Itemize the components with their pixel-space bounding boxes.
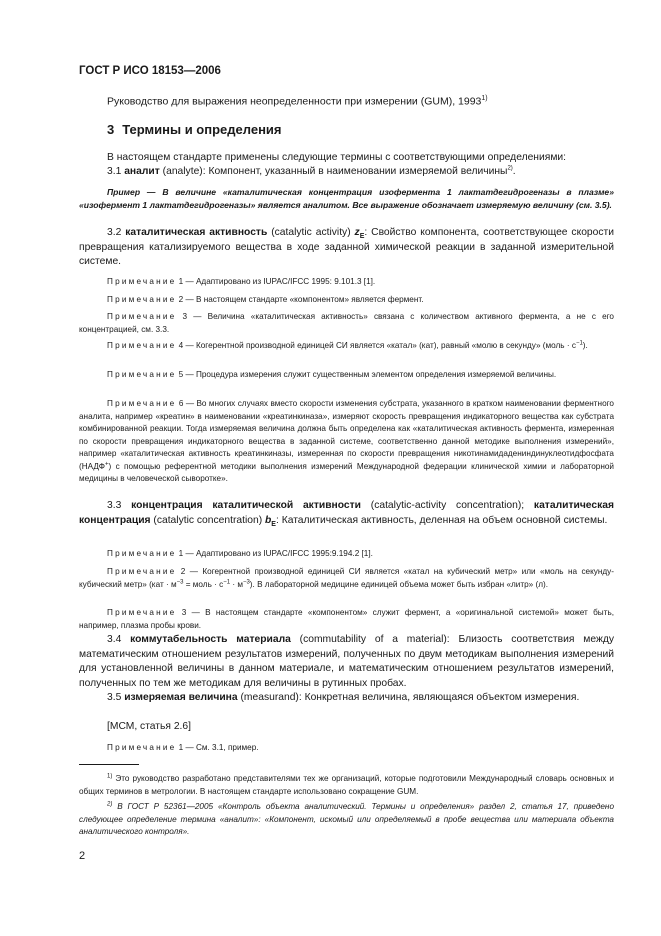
term-3-2: 3.2 каталитическая активность (catalytic activity) $z_E$: Свойство компонента, соответствующее скорости превращения катализируемого вещества в ходе заданной химической реакции в заданной измерительной системе.: [79, 227, 614, 267]
term-3-1: 3.1 аналит (analyte): Компонент, указанный в наименовании измеряемой величины$^{2)}$.: [107, 165, 516, 177]
footnote-2: $^{2)}$ В ГОСТ Р 52361—2005 «Контроль объекта аналитический. Термины и определения» раздел 2, статья 17, приведено следующее определение термина «аналит»: «Компонент, искомый или определяемый в пробе вещества или материала объекта аналитического контроля».: [79, 801, 614, 836]
note-3-2-1: Примечание 1 — Адаптировано из IUPAC/IFCC 1995: 9.101.3 [1].: [107, 277, 376, 286]
note-3-3-1: Примечание 1 — Адаптировано из IUPAC/IFCC 1995:9.194.2 [1].: [107, 549, 373, 558]
note-3-3-3: Примечание 3 — В настоящем стандарте «компонентом» служит фермент, а «оригинальной системой» может быть, например, плазма пробы крови.: [79, 608, 614, 630]
note-3-2-2: Примечание 2 — В настоящем стандарте «компонентом» является фермент.: [107, 295, 424, 304]
section-title: 3 Термины и определения: [107, 122, 282, 137]
example-3-1: Пример — В величине «каталитическая концентрация изофермента 1 лактатдегидрогеназы в плазме» «изофермент 1 лактатдегидрогеназы» является аналитом. Все выражение обозначает измеряемую величину (см. 3.5).: [79, 187, 614, 210]
note-3-5-1: Примечание 1 — См. 3.1, пример.: [107, 743, 259, 752]
note-3-2-5: Примечание 5 — Процедура измерения служит существенным элементом определения измеряемой величины.: [107, 370, 557, 379]
footnote-1: $^{1)}$ Это руководство разработано представителями тех же организаций, которые подготовили Международный словарь основных и общих терминов в метрологии. В настоящем стандарте использовано сокращение GUM.: [79, 773, 614, 796]
footnote-divider: [79, 764, 139, 765]
note-3-3-2: Примечание 2 — Когерентной производной единицей СИ является «катал на кубический метр» или «моль на секунду-кубический метр» ($кат \cdot м^{-3}$ = моль · $с^{-1} \cdot м^{-3}$). В лабораторной медицине единицей объема может быть избран «литр» (л).: [79, 567, 614, 589]
document-header: ГОСТ Р ИСО 18153—2006: [79, 65, 221, 77]
page-number: 2: [79, 850, 86, 862]
note-3-2-4: Примечание 4 — Когерентной производной единицей СИ является «катал» (кат), равный «молю в секунду» (моль · $с^{-1}$).: [107, 340, 588, 350]
intro-paragraph: В настоящем стандарте применены следующие термины с соответствующими определениями:: [107, 152, 567, 163]
note-3-2-3: Примечание 3 — Величина «каталитическая активность» связана с количеством активного фермента, а не с его концентрацией, см. 3.3.: [79, 312, 614, 334]
term-3-5-reference: [МСМ, статья 2.6]: [107, 721, 191, 732]
note-3-2-6: Примечание 6 — Во многих случаях вместо скорости изменения субстрата, указанного в кратком наименовании ферментного аналита, например «креатин» в наименовании «креатинкиназа», измеряют скорость превращения индикаторного вещества как субстрата комбинированной реакции. Тогда измеряемая величина должна быть определена как «каталитическая активность фермента, измеренная по скорости превращения индикаторного вещества в заданной системе, соответственно данной методике выполнения измерений», например «каталитическая активность креатинкиназы, измеренная по скорости превращения никотинамидадениндинуклеотидфосфата (НАДФ+) с помощью референтной методики выполнения измерений Международной федерации клинической химии и лабораторной медицины в человеческой сыворотке».: [79, 399, 614, 483]
term-3-4: 3.4 коммутабельность материала (commutability of a material): Близость соответствия между математическим отношением результатов измерений, полученных по двум методикам выполнения измерений для установленной величины в данном материале, и математическим отношением результатов измерений, полученных по тем же методикам для величины в рутинных пробах.: [79, 634, 614, 689]
term-3-5: 3.5 измеряемая величина (measurand): Конкретная величина, являющаяся объектом измерения.: [107, 692, 580, 703]
reference-line: Руководство для выражения неопределенности при измерении (GUM), 1993$^{1)}$: [107, 95, 488, 108]
term-3-3: 3.3 концентрация каталитической активности (catalytic-activity concentration); каталитическая концентрация (catalytic concentration) $b_E$: Каталитическая активность, деленная на объем основной системы.: [79, 500, 614, 528]
